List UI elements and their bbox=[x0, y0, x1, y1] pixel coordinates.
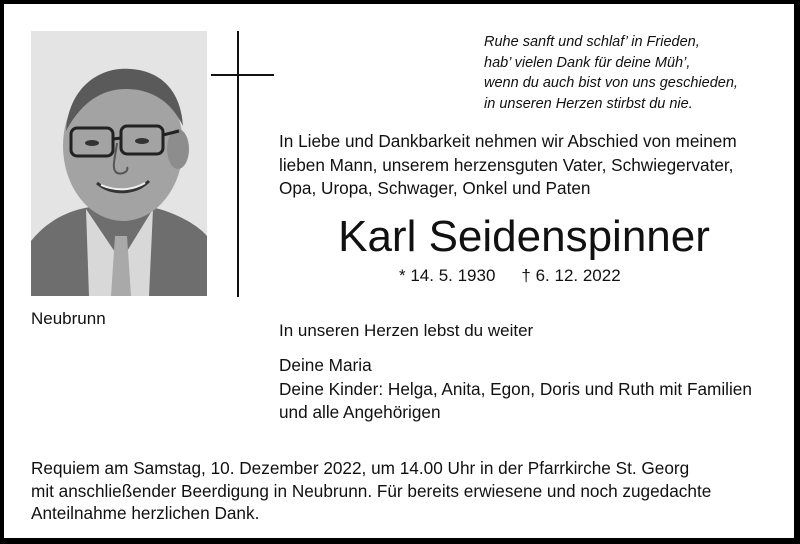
mourners-line: Deine Maria bbox=[279, 355, 372, 375]
poem-line: in unseren Herzen stirbst du nie. bbox=[484, 95, 693, 112]
birth-date: * 14. 5. 1930 bbox=[399, 266, 496, 285]
farewell-line: Opa, Uropa, Schwager, Onkel und Paten bbox=[279, 178, 591, 198]
farewell-line: lieben Mann, unserem herzensguten Vater, Schwiegervater, bbox=[279, 154, 734, 175]
service-line: Requiem am Samstag, 10. Dezember 2022, um 14.00 Uhr in der Pfarrkirche St. Georg bbox=[31, 458, 690, 478]
deceased-name: Karl Seidenspinner bbox=[338, 212, 710, 261]
mourners-line: Deine Kinder: Helga, Anita, Egon, Doris und Ruth mit Familien bbox=[279, 378, 752, 399]
mourners-list bbox=[279, 354, 789, 425]
poem-line: hab’ vielen Dank für deine Müh’, bbox=[484, 54, 691, 71]
service-info bbox=[31, 457, 791, 525]
service-line: Anteilnahme herzlichen Dank. bbox=[31, 503, 260, 523]
cross-icon bbox=[237, 31, 239, 297]
life-dates bbox=[399, 265, 621, 287]
portrait-photo bbox=[31, 31, 207, 296]
poem-line: Ruhe sanft und schlaf’ in Frieden, bbox=[484, 34, 700, 50]
service-line: mit anschließender Beerdigung in Neubrunn. Für bereits erwiesene und noch zugedachte bbox=[31, 480, 712, 501]
mourners-line: und alle Angehörigen bbox=[279, 402, 441, 422]
death-date: † 6. 12. 2022 bbox=[521, 266, 621, 285]
portrait-illustration bbox=[31, 31, 207, 296]
motto: In unseren Herzen lebst du weiter bbox=[279, 321, 534, 340]
cross-icon-bar bbox=[211, 74, 274, 76]
place-name: Neubrunn bbox=[31, 309, 106, 328]
poem-line: wenn du auch bist von uns geschieden, bbox=[484, 75, 738, 91]
obituary-notice bbox=[3, 3, 795, 539]
poem bbox=[484, 32, 784, 114]
farewell-line: In Liebe und Dankbarkeit nehmen wir Abschied von meinem bbox=[279, 131, 737, 151]
farewell-text bbox=[279, 130, 789, 201]
